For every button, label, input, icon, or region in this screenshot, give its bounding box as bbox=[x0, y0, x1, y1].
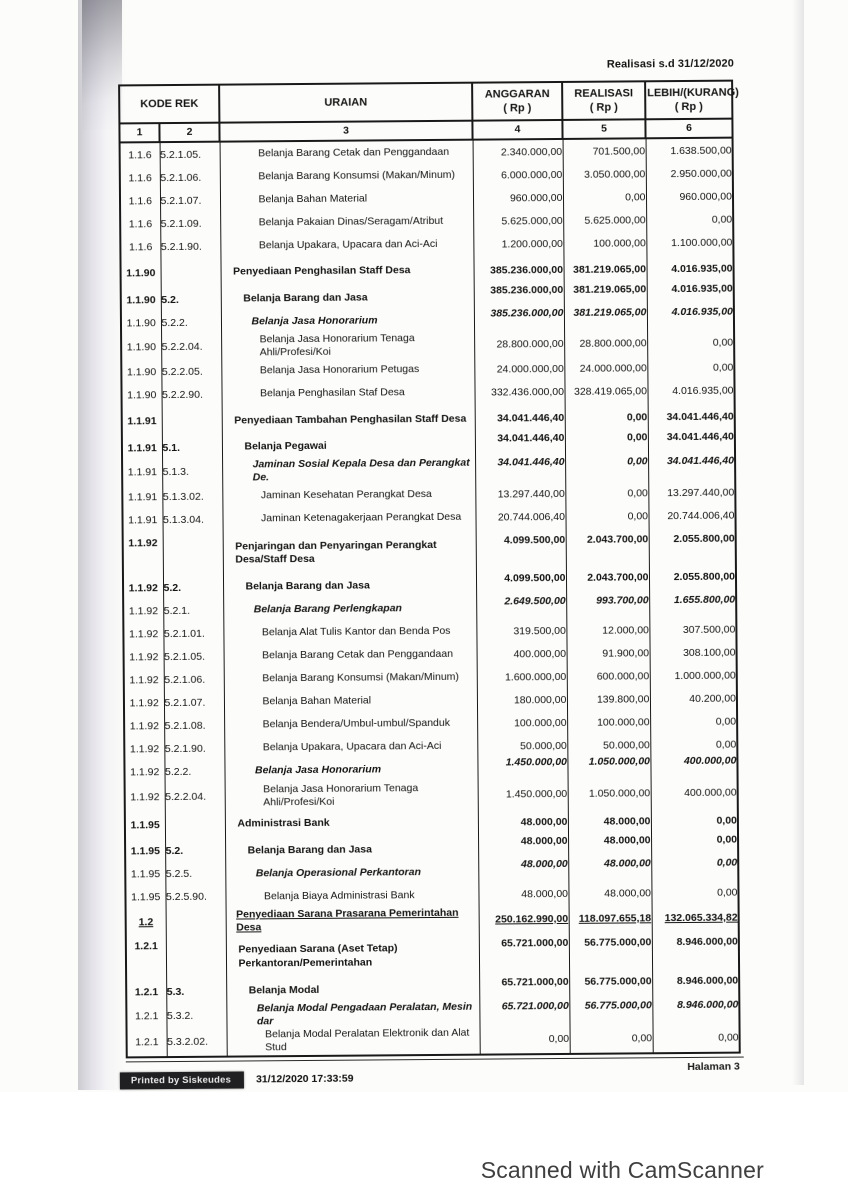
lebih-kurang-cell: 2.055.800,00 bbox=[649, 572, 736, 596]
anggaran-cell: 50.000,00 bbox=[477, 734, 567, 758]
lebih-kurang-cell: 0,00 bbox=[651, 858, 738, 882]
realisasi-cell: 0,00 bbox=[570, 1026, 653, 1054]
realisasi-cell: 56.775.000,00 bbox=[569, 931, 652, 977]
kode-rek-1-cell: 1.1.92 bbox=[123, 532, 163, 577]
budget-realization-table bbox=[118, 80, 741, 1058]
realisasi-cell: 0,00 bbox=[565, 482, 648, 506]
realisasi-cell: 5.625.000,00 bbox=[563, 208, 646, 232]
report-date-label: Realisasi s.d 31/12/2020 bbox=[606, 57, 735, 71]
camscanner-watermark: Scanned with CamScanner bbox=[480, 1157, 764, 1183]
uraian-cell: Jaminan Sosial Kepala Desa dan Perangkat De. bbox=[222, 457, 475, 485]
kode-rek-2-cell: 5.2.1.07. bbox=[164, 691, 224, 714]
realisasi-cell: 48.000,00 bbox=[568, 836, 651, 860]
lebih-kurang-cell: 1.000.000,00 bbox=[650, 664, 737, 688]
lebih-kurang-cell: 0,00 bbox=[651, 805, 738, 836]
kode-rek-2-cell: 5.2.2. bbox=[164, 760, 224, 783]
page-corner-shadow bbox=[82, 0, 122, 130]
anggaran-cell: 250.162.990,00 bbox=[479, 906, 569, 933]
kode-rek-1-cell: 1.1.92 bbox=[124, 646, 164, 669]
uraian-cell: Belanja Pegawai bbox=[222, 434, 475, 459]
lebih-kurang-cell: 8.946.000,00 bbox=[652, 931, 739, 977]
anggaran-cell: 48.000,00 bbox=[478, 807, 568, 838]
anggaran-cell: 1.450.000,00 bbox=[478, 780, 568, 807]
kode-rek-1-cell: 1.1.90 bbox=[121, 334, 161, 361]
kode-rek-2-cell: 5.2.1.09. bbox=[160, 212, 220, 235]
kode-rek-2-cell bbox=[165, 809, 225, 839]
anggaran-cell: 960.000,00 bbox=[473, 186, 563, 210]
col-num-4: 4 bbox=[472, 120, 562, 140]
lebih-kurang-cell: 0,00 bbox=[653, 1025, 740, 1053]
realisasi-cell: 48.000,00 bbox=[568, 806, 651, 837]
kode-rek-1-cell: 1.1.6 bbox=[120, 166, 160, 189]
realisasi-cell: 381.219.065,00 bbox=[564, 307, 647, 331]
lebih-kurang-cell: 4.016.935,00 bbox=[647, 379, 734, 403]
kode-rek-1-cell: 1.1.95 bbox=[125, 863, 165, 886]
kode-rek-2-cell: 5.2.1.05. bbox=[164, 645, 224, 668]
kode-rek-1-cell: 1.1.90 bbox=[121, 288, 161, 311]
uraian-cell: Belanja Barang dan Jasa bbox=[223, 574, 476, 599]
lebih-kurang-cell: 13.297.440,00 bbox=[648, 481, 735, 505]
header-uraian: URAIAN bbox=[219, 83, 472, 123]
realisasi-cell: 1.050.000,00 bbox=[568, 780, 651, 807]
uraian-cell: Belanja Modal Pengadaan Peralatan, Mesin dar bbox=[226, 1001, 479, 1029]
kode-rek-2-cell: 5.2.2.05. bbox=[161, 360, 221, 383]
anggaran-cell: 319.500,00 bbox=[476, 619, 566, 643]
realisasi-cell: 56.775.000,00 bbox=[569, 999, 652, 1026]
kode-rek-1-cell: 1.1.92 bbox=[124, 761, 164, 784]
table-header-row bbox=[119, 81, 732, 124]
lebih-kurang-cell: 34.041.446,40 bbox=[648, 402, 735, 433]
lebih-kurang-cell: 8.946.000,00 bbox=[652, 999, 739, 1026]
kode-rek-2-cell bbox=[162, 406, 222, 436]
anggaran-cell: 6.000.000,00 bbox=[473, 163, 563, 187]
anggaran-cell: 65.721.000,00 bbox=[479, 977, 569, 1001]
realisasi-cell: 139.800,00 bbox=[567, 688, 650, 712]
kode-rek-2-cell: 5.2.1.90. bbox=[160, 235, 220, 258]
uraian-cell: Belanja Bendera/Umbul-umbul/Spanduk bbox=[224, 712, 477, 737]
realisasi-cell: 48.000,00 bbox=[568, 882, 651, 906]
realisasi-cell: 12.000,00 bbox=[566, 619, 649, 643]
realisasi-cell: 0,00 bbox=[563, 185, 646, 209]
anggaran-cell: 4.099.500,00 bbox=[476, 528, 566, 574]
anggaran-cell: 385.236.000,00 bbox=[474, 308, 564, 332]
uraian-cell: Penyediaan Tambahan Penghasilan Staff Desa bbox=[222, 404, 475, 436]
realisasi-cell: 91.900,00 bbox=[567, 642, 650, 666]
table-row bbox=[123, 527, 736, 577]
kode-rek-2-cell: 5.2.1.06. bbox=[160, 166, 220, 189]
lebih-kurang-cell: 400.000,00 bbox=[650, 756, 737, 780]
header-lebih-kurang: LEBIH/(KURANG) ( Rp ) bbox=[645, 81, 732, 120]
realisasi-cell: 1.050.000,00 bbox=[567, 757, 650, 781]
realisasi-cell: 118.097.655,18 bbox=[569, 905, 652, 932]
anggaran-cell: 34.041.446,40 bbox=[475, 403, 565, 434]
uraian-cell: Penyediaan Sarana Prasarana Pemerintahan Desa bbox=[226, 906, 479, 934]
report-footer bbox=[126, 1056, 744, 1101]
realisasi-cell: 328.419.065,00 bbox=[564, 380, 647, 404]
uraian-cell: Belanja Upakara, Upacara dan Aci-Aci bbox=[220, 233, 473, 258]
printed-timestamp: 31/12/2020 17:33:59 bbox=[255, 1072, 354, 1086]
realisasi-cell: 381.219.065,00 bbox=[563, 254, 646, 285]
realisasi-cell: 381.219.065,00 bbox=[564, 284, 647, 308]
uraian-cell: Belanja Operasional Perkantoran bbox=[225, 860, 478, 885]
lebih-kurang-cell: 308.100,00 bbox=[649, 641, 736, 665]
realisasi-cell: 0,00 bbox=[565, 433, 648, 457]
kode-rek-2-cell bbox=[166, 908, 226, 935]
lebih-kurang-cell: 0,00 bbox=[647, 356, 734, 380]
table-row bbox=[126, 931, 739, 981]
anggaran-cell: 48.000,00 bbox=[478, 837, 568, 861]
budget-report bbox=[118, 58, 744, 1101]
lebih-kurang-cell: 0,00 bbox=[646, 208, 733, 232]
anggaran-cell: 332.436.000,00 bbox=[474, 380, 564, 404]
lebih-kurang-cell: 400.000,00 bbox=[651, 779, 738, 806]
uraian-cell: Belanja Jasa Honorarium Tenaga Ahli/Profesi/Koi bbox=[225, 781, 478, 809]
anggaran-cell: 180.000,00 bbox=[477, 688, 567, 712]
uraian-cell: Belanja Barang dan Jasa bbox=[225, 837, 478, 862]
kode-rek-1-cell: 1.1.91 bbox=[122, 459, 162, 486]
lebih-kurang-cell: 2.950.000,00 bbox=[646, 162, 733, 186]
uraian-cell: Penyediaan Penghasilan Staff Desa bbox=[220, 256, 473, 288]
kode-rek-1-cell: 1.1.92 bbox=[124, 715, 164, 738]
realisasi-cell: 0,00 bbox=[565, 456, 648, 483]
kode-rek-1-cell: 1.1.6 bbox=[120, 212, 160, 235]
kode-rek-1-cell: 1.2 bbox=[126, 909, 166, 936]
uraian-cell: Belanja Barang Cetak dan Penggandaan bbox=[220, 140, 473, 166]
realisasi-cell: 56.775.000,00 bbox=[569, 976, 652, 1000]
kode-rek-2-cell: 5.1.3.04. bbox=[162, 508, 222, 531]
kode-rek-2-cell: 5.2.5. bbox=[165, 862, 225, 885]
uraian-cell: Belanja Barang Konsumsi (Makan/Minum) bbox=[224, 666, 477, 691]
realisasi-cell: 0,00 bbox=[565, 403, 648, 434]
kode-rek-2-cell: 5.2.2.90. bbox=[161, 383, 221, 406]
uraian-cell: Belanja Barang dan Jasa bbox=[221, 286, 474, 311]
lebih-kurang-cell: 0,00 bbox=[651, 835, 738, 859]
lebih-kurang-cell: 1.100.000,00 bbox=[646, 231, 733, 255]
kode-rek-1-cell: 1.1.92 bbox=[124, 692, 164, 715]
anggaran-cell: 65.721.000,00 bbox=[479, 932, 569, 978]
kode-rek-1-cell: 1.1.6 bbox=[120, 142, 160, 166]
kode-rek-1-cell: 1.1.91 bbox=[122, 486, 162, 509]
kode-rek-2-cell: 5.2.1.08. bbox=[164, 714, 224, 737]
uraian-cell: Belanja Jasa Honorarium bbox=[221, 309, 474, 334]
uraian-cell: Jaminan Kesehatan Perangkat Desa bbox=[222, 483, 475, 508]
uraian-cell: Belanja Jasa Honorarium Petugas bbox=[221, 358, 474, 383]
uraian-cell: Belanja Bahan Material bbox=[220, 187, 473, 212]
uraian-cell: Belanja Upakara, Upacara dan Aci-Aci bbox=[224, 735, 477, 760]
kode-rek-2-cell: 5.1.3. bbox=[162, 459, 222, 486]
kode-rek-1-cell: 1.1.95 bbox=[125, 840, 165, 863]
realisasi-cell: 2.043.700,00 bbox=[566, 528, 649, 574]
anggaran-cell: 34.041.446,40 bbox=[475, 433, 565, 457]
kode-rek-1-cell: 1.2.1 bbox=[126, 1003, 166, 1030]
kode-rek-1-cell: 1.1.6 bbox=[120, 189, 160, 212]
anggaran-cell: 34.041.446,40 bbox=[475, 456, 565, 483]
lebih-kurang-cell: 0,00 bbox=[650, 710, 737, 734]
anggaran-cell: 24.000.000,00 bbox=[474, 357, 564, 381]
lebih-kurang-cell: 4.016.935,00 bbox=[646, 254, 733, 285]
kode-rek-2-cell: 5.3.2. bbox=[166, 1003, 226, 1030]
anggaran-cell: 0,00 bbox=[480, 1026, 570, 1054]
header-anggaran: ANGGARAN ( Rp ) bbox=[472, 82, 562, 121]
kode-rek-1-cell: 1.1.95 bbox=[125, 886, 165, 909]
kode-rek-2-cell: 5.2. bbox=[161, 288, 221, 311]
realisasi-cell: 100.000,00 bbox=[567, 711, 650, 735]
kode-rek-1-cell: 1.1.92 bbox=[125, 784, 165, 811]
anggaran-cell: 400.000,00 bbox=[477, 642, 567, 666]
kode-rek-1-cell: 1.1.92 bbox=[124, 738, 164, 761]
uraian-cell: Administrasi Bank bbox=[225, 807, 478, 839]
page-number-label: Halaman 3 bbox=[687, 1060, 740, 1073]
realisasi-cell: 50.000,00 bbox=[567, 734, 650, 758]
lebih-kurang-cell: 34.041.446,40 bbox=[648, 432, 735, 456]
page-right-edge-shadow bbox=[792, 0, 804, 1085]
col-num-5: 5 bbox=[562, 119, 645, 139]
kode-rek-1-cell: 1.2.1 bbox=[127, 1029, 167, 1057]
realisasi-cell: 24.000.000,00 bbox=[564, 357, 647, 381]
kode-rek-1-cell: 1.1.92 bbox=[123, 600, 163, 623]
uraian-cell: Jaminan Ketenagakerjaan Perangkat Desa bbox=[222, 506, 475, 531]
uraian-cell: Belanja Barang Cetak dan Penggandaan bbox=[224, 643, 477, 668]
lebih-kurang-cell: 4.016.935,00 bbox=[647, 307, 734, 331]
uraian-cell: Belanja Pakaian Dinas/Seragam/Atribut bbox=[220, 210, 473, 235]
kode-rek-1-cell: 1.1.90 bbox=[120, 258, 160, 288]
anggaran-cell: 1.200.000,00 bbox=[473, 232, 563, 256]
realisasi-cell: 28.800.000,00 bbox=[564, 330, 647, 357]
realisasi-cell: 3.050.000,00 bbox=[563, 162, 646, 186]
kode-rek-2-cell: 5.2.2. bbox=[161, 311, 221, 334]
printed-info bbox=[120, 1070, 354, 1089]
anggaran-cell: 100.000,00 bbox=[477, 711, 567, 735]
kode-rek-2-cell: 5.2.5.90. bbox=[165, 885, 225, 908]
anggaran-cell: 4.099.500,00 bbox=[476, 573, 566, 597]
kode-rek-2-cell bbox=[166, 935, 226, 980]
anggaran-cell: 48.000,00 bbox=[478, 883, 568, 907]
kode-rek-2-cell: 5.2. bbox=[163, 576, 223, 599]
kode-rek-1-cell: 1.1.95 bbox=[125, 810, 165, 840]
anggaran-cell: 28.800.000,00 bbox=[474, 331, 564, 358]
lebih-kurang-cell: 20.744.006,40 bbox=[648, 504, 735, 528]
uraian-cell: Belanja Jasa Honorarium bbox=[224, 758, 477, 783]
lebih-kurang-cell: 1.655.800,00 bbox=[649, 595, 736, 619]
kode-rek-2-cell: 5.2.1.90. bbox=[164, 737, 224, 760]
kode-rek-2-cell bbox=[163, 531, 223, 576]
lebih-kurang-cell: 2.055.800,00 bbox=[649, 527, 736, 573]
printed-by-badge: Printed by Siskeudes bbox=[120, 1071, 244, 1089]
col-num-6: 6 bbox=[645, 119, 732, 139]
anggaran-cell: 385.236.000,00 bbox=[473, 255, 563, 286]
kode-rek-1-cell: 1.1.90 bbox=[121, 311, 161, 334]
kode-rek-2-cell: 5.1.3.02. bbox=[162, 485, 222, 508]
anggaran-cell: 13.297.440,00 bbox=[475, 482, 565, 506]
kode-rek-1-cell: 1.1.91 bbox=[122, 509, 162, 532]
lebih-kurang-cell: 132.065.334,82 bbox=[652, 904, 739, 931]
uraian-cell: Penyediaan Sarana (Aset Tetap) Perkantoran/Pemerintahan bbox=[226, 933, 479, 980]
lebih-kurang-cell: 307.500,00 bbox=[649, 618, 736, 642]
kode-rek-1-cell: 1.1.91 bbox=[122, 436, 162, 459]
kode-rek-2-cell: 5.2.2.04. bbox=[165, 783, 225, 810]
header-kode-rek: KODE REK bbox=[119, 85, 219, 124]
col-num-1: 1 bbox=[119, 123, 159, 142]
lebih-kurang-cell: 0,00 bbox=[647, 330, 734, 357]
kode-rek-1-cell: 1.2.1 bbox=[126, 980, 166, 1003]
kode-rek-2-cell: 5.3.2.02. bbox=[167, 1029, 227, 1057]
realisasi-cell: 48.000,00 bbox=[568, 859, 651, 883]
kode-rek-1-cell: 1.2.1 bbox=[126, 935, 166, 980]
lebih-kurang-cell: 0,00 bbox=[650, 733, 737, 757]
lebih-kurang-cell: 4.016.935,00 bbox=[647, 284, 734, 308]
uraian-cell: Belanja Modal Peralatan Elektronik dan Alat Stud bbox=[227, 1027, 480, 1056]
anggaran-cell: 5.625.000,00 bbox=[473, 209, 563, 233]
uraian-cell: Belanja Barang Konsumsi (Makan/Minum) bbox=[220, 164, 473, 189]
anggaran-cell: 2.340.000,00 bbox=[473, 139, 563, 164]
header-realisasi: REALISASI ( Rp ) bbox=[562, 81, 645, 120]
realisasi-cell: 993.700,00 bbox=[566, 596, 649, 620]
lebih-kurang-cell: 40.200,00 bbox=[650, 687, 737, 711]
kode-rek-1-cell: 1.1.90 bbox=[121, 360, 161, 383]
kode-rek-2-cell: 5.2.2.04. bbox=[161, 334, 221, 361]
kode-rek-2-cell: 5.1. bbox=[162, 436, 222, 459]
uraian-cell: Belanja Biaya Administrasi Bank bbox=[225, 883, 478, 908]
lebih-kurang-cell: 8.946.000,00 bbox=[652, 976, 739, 1000]
kode-rek-1-cell: 1.1.6 bbox=[120, 235, 160, 258]
kode-rek-2-cell: 5.2.1. bbox=[163, 599, 223, 622]
uraian-cell: Penjaringan dan Penyaringan Perangkat Desa/Staff Desa bbox=[223, 529, 476, 576]
kode-rek-1-cell: 1.1.92 bbox=[123, 623, 163, 646]
lebih-kurang-cell: 960.000,00 bbox=[646, 185, 733, 209]
lebih-kurang-cell: 1.638.500,00 bbox=[646, 138, 733, 163]
lebih-kurang-cell: 34.041.446,40 bbox=[648, 455, 735, 482]
kode-rek-2-cell: 5.2. bbox=[165, 839, 225, 862]
uraian-cell: Belanja Barang Perlengkapan bbox=[223, 597, 476, 622]
anggaran-cell: 20.744.006,40 bbox=[475, 505, 565, 529]
anggaran-cell: 1.450.000,00 bbox=[477, 757, 567, 781]
anggaran-cell: 65.721.000,00 bbox=[479, 1000, 569, 1027]
kode-rek-2-cell: 5.2.1.05. bbox=[160, 142, 220, 166]
kode-rek-1-cell: 1.1.90 bbox=[121, 383, 161, 406]
kode-rek-1-cell: 1.1.92 bbox=[123, 577, 163, 600]
table-row bbox=[127, 1025, 740, 1057]
kode-rek-2-cell: 5.3. bbox=[166, 980, 226, 1003]
realisasi-cell: 100.000,00 bbox=[563, 231, 646, 255]
kode-rek-2-cell: 5.2.1.01. bbox=[163, 622, 223, 645]
uraian-cell: Belanja Jasa Honorarium Tenaga Ahli/Profesi/Koi bbox=[221, 332, 474, 360]
uraian-cell: Belanja Bahan Material bbox=[224, 689, 477, 714]
realisasi-cell: 600.000,00 bbox=[567, 665, 650, 689]
kode-rek-1-cell: 1.1.91 bbox=[122, 406, 162, 436]
anggaran-cell: 385.236.000,00 bbox=[474, 285, 564, 309]
kode-rek-2-cell: 5.2.1.07. bbox=[160, 189, 220, 212]
lebih-kurang-cell: 0,00 bbox=[651, 881, 738, 905]
realisasi-cell: 701.500,00 bbox=[563, 138, 646, 163]
uraian-cell: Belanja Modal bbox=[226, 978, 479, 1003]
col-num-2: 2 bbox=[159, 123, 219, 142]
kode-rek-2-cell: 5.2.1.06. bbox=[164, 668, 224, 691]
kode-rek-1-cell: 1.1.92 bbox=[124, 669, 164, 692]
col-num-3: 3 bbox=[219, 121, 472, 142]
anggaran-cell: 2.649.500,00 bbox=[476, 596, 566, 620]
uraian-cell: Belanja Penghasilan Staf Desa bbox=[221, 381, 474, 406]
uraian-cell: Belanja Alat Tulis Kantor dan Benda Pos bbox=[223, 620, 476, 645]
realisasi-cell: 0,00 bbox=[565, 505, 648, 529]
anggaran-cell: 48.000,00 bbox=[478, 860, 568, 884]
realisasi-cell: 2.043.700,00 bbox=[566, 573, 649, 597]
anggaran-cell: 1.600.000,00 bbox=[477, 665, 567, 689]
kode-rek-2-cell bbox=[160, 258, 220, 288]
